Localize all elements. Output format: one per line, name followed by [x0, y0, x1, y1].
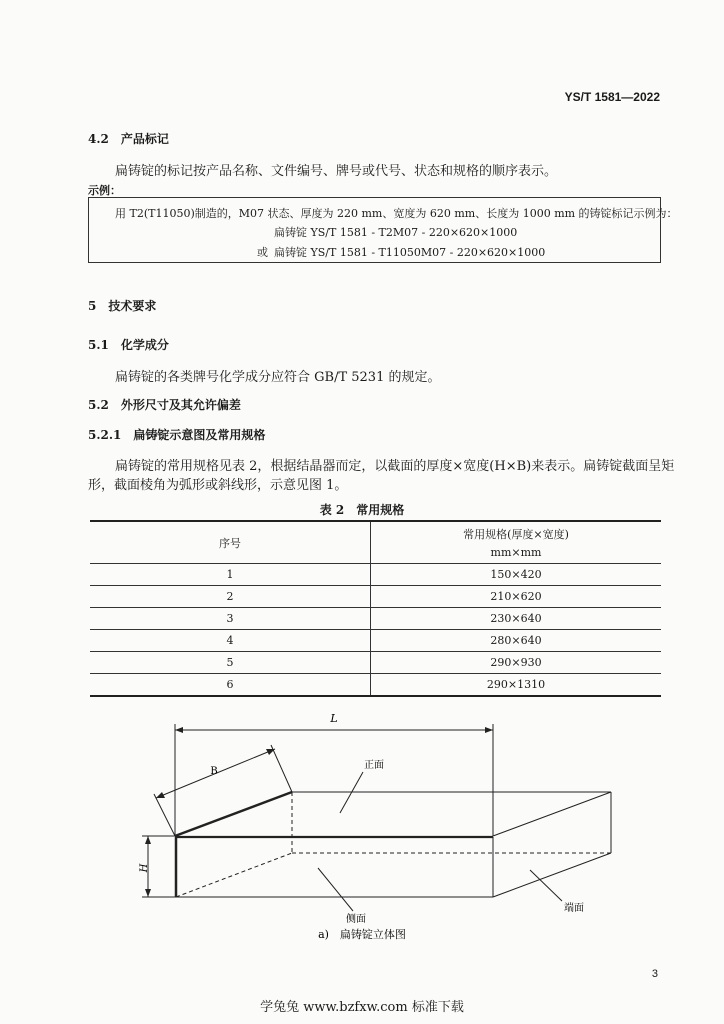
label-L: L [330, 712, 338, 725]
section-5-1-text: 扁铸锭的各类牌号化学成分应符合 GB/T 5231 的规定。 [115, 370, 441, 385]
section-5-heading: 5 技术要求 [88, 299, 157, 313]
bevel-edge-top [175, 792, 292, 836]
section-4-2-text: 扁铸锭的标记按产品名称、文件编号、牌号或代号、状态和规格的顺序表示。 [115, 164, 558, 179]
label-B: B [210, 766, 218, 777]
table-header-spec-line-2: mm×mm [490, 546, 542, 559]
table-title: 表 2 常用规格 [319, 503, 405, 517]
example-line-2: 扁铸锭 YS/T 1581 - T2M07 - 220×620×1000 [274, 226, 518, 239]
table-row [90, 652, 661, 674]
end-bottom-edge [493, 853, 611, 897]
row-no: 1 [90, 564, 371, 586]
figure-caption: a) 扁铸锭立体图 [318, 928, 406, 941]
row-spec: 290×1310 [371, 674, 662, 697]
arrow-H-bottom [145, 889, 151, 897]
label-end-face: 端面 [564, 903, 584, 914]
leader-end [530, 870, 562, 901]
example-line-3: 扁铸锭 YS/T 1581 - T11050M07 - 220×620×1000 [274, 246, 546, 259]
row-no: 5 [90, 652, 371, 674]
section-5-1-heading: 5.1 化学成分 [88, 338, 169, 352]
section-5-2-1-text-line-2: 形，截面棱角为弧形或斜线形，示意见图 1。 [88, 478, 348, 493]
top-face-edges [175, 792, 611, 836]
ext-line-B-left [154, 794, 175, 836]
table-row [90, 608, 661, 630]
ingot-3d-diagram [0, 700, 724, 950]
table-row [90, 586, 661, 608]
section-5-2-heading: 5.2 外形尺寸及其允许偏差 [88, 398, 241, 412]
section-4-2-heading: 4.2 产品标记 [88, 132, 169, 146]
table-row [90, 674, 661, 697]
arrow-L-right [485, 727, 493, 733]
arrow-L-left [175, 727, 183, 733]
row-no: 4 [90, 630, 371, 652]
row-no: 6 [90, 674, 371, 697]
hidden-edge-diagonal [176, 853, 292, 897]
row-no: 3 [90, 608, 371, 630]
table-header-spec [371, 521, 662, 564]
leader-side [318, 868, 353, 911]
spec-table [90, 520, 661, 697]
label-front-face: 正面 [364, 760, 384, 771]
section-5-2-1-text-line-1: 扁铸锭的常用规格见表 2，根据结晶器而定，以截面的厚度×宽度(H×B)来表示。扁铸锭截面呈矩 [115, 459, 675, 474]
row-spec: 150×420 [371, 564, 662, 586]
label-H: H [139, 863, 150, 873]
watermark-footer: 学兔兔 www.bzfxw.com 标准下载 [260, 1000, 464, 1015]
label-side-face: 侧面 [346, 914, 366, 925]
example-or: 或 [257, 246, 268, 259]
example-line-1: 用 T2(T11050)制造的，M07 状态、厚度为 220 mm、宽度为 620 mm、长度为 1000 mm 的铸锭标记示例为： [115, 207, 678, 220]
table-header-spec-line-1: 常用规格(厚度×宽度) [463, 528, 569, 541]
table-row [90, 630, 661, 652]
row-no: 2 [90, 586, 371, 608]
arrow-H-top [145, 836, 151, 844]
row-spec: 210×620 [371, 586, 662, 608]
example-label: 示例： [88, 184, 121, 197]
page-number: 3 [651, 968, 658, 980]
row-spec: 230×640 [371, 608, 662, 630]
document-code: YS/T 1581—2022 [564, 90, 660, 104]
ext-line-B-right [271, 745, 292, 792]
row-spec: 280×640 [371, 630, 662, 652]
table-header-no: 序号 [90, 521, 371, 564]
row-spec: 290×930 [371, 652, 662, 674]
table-row [90, 564, 661, 586]
section-5-2-1-heading: 5.2.1 扁铸锭示意图及常用规格 [88, 428, 266, 442]
